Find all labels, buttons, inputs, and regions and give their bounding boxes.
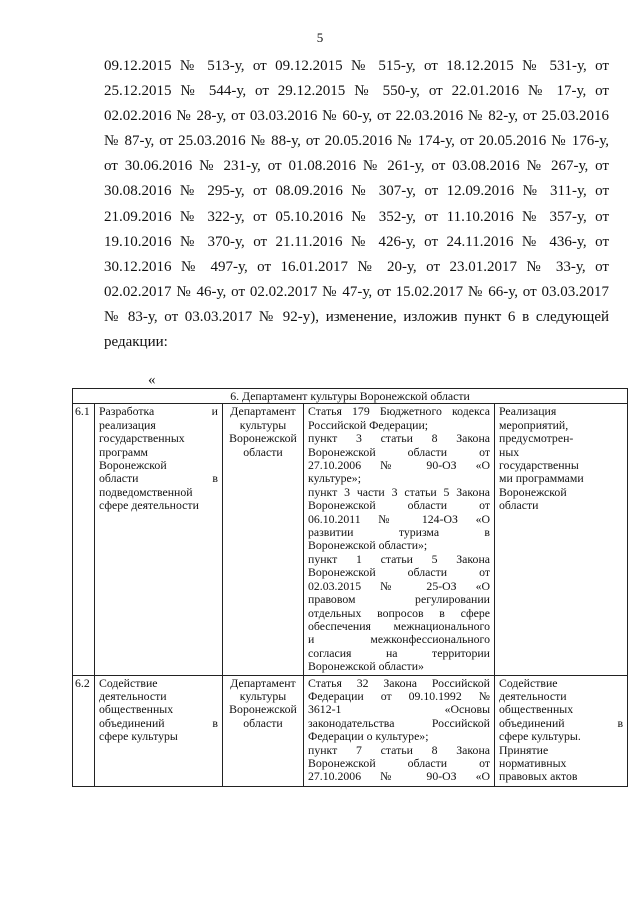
cell-line: Статья 179 Бюджетного кодекса (308, 404, 490, 419)
cell-line: Содействие (499, 676, 558, 690)
cell-line: сфере культуры. (499, 729, 581, 744)
row-number: 6.1 (73, 404, 95, 675)
body-line: редакции: (104, 334, 168, 351)
cell-line: законодательства Российской (308, 715, 490, 730)
cell-line: Воронежской области от (308, 565, 490, 580)
body-paragraph (104, 54, 609, 355)
cell-line: культуры (239, 417, 287, 432)
body-line: 21.09.2016 № 322-у, от 05.10.2016 № 352-у, от 11.10.2016 № 357-у, от (104, 208, 609, 225)
body-line: 30.12.2016 № 497-у, от 16.01.2017 № 20-у, от 23.01.2017 № 33-у, от (104, 258, 609, 275)
cell-line: ных (499, 444, 520, 459)
page-number: 5 (316, 30, 324, 45)
cell-line: пункт 7 статьи 8 Закона (308, 742, 490, 757)
implementation-form-cell (495, 675, 628, 786)
body-line: 19.10.2016 № 370-у, от 21.11.2016 № 426-у, от 24.11.2016 № 436-у, от (104, 233, 609, 250)
cell-line: области (243, 715, 283, 730)
cell-line: правовом регулировании (308, 592, 490, 607)
cell-line: 27.10.2006 № 90-ОЗ «О (308, 769, 490, 784)
cell-line: пункт 1 статьи 5 Закона (308, 551, 490, 566)
cell-line: правовых актов (499, 769, 578, 784)
cell-line: культуры (239, 688, 287, 703)
cell-line: реализация (99, 417, 156, 432)
table-section-header-row (73, 389, 628, 404)
cell-line: деятельности (99, 688, 167, 703)
cell-line: 3612-1 «Основы (308, 702, 490, 717)
cell-line: Принятие (499, 742, 549, 757)
body-line: 25.12.2015 № 544-у, от 29.12.2015 № 550-у, от 22.01.2016 № 17-у, от (104, 83, 609, 100)
responsibility-table (72, 388, 628, 787)
row-number: 6.2 (73, 675, 95, 786)
legal-basis-cell (304, 675, 495, 786)
legal-basis-cell (304, 404, 495, 675)
cell-line: культуре»; (308, 471, 361, 486)
cell-line: общественных (99, 702, 174, 717)
table-row (73, 675, 628, 786)
cell-line: Воронежской (229, 702, 297, 717)
cell-line: Воронежской (99, 458, 167, 473)
body-line: 02.02.2016 № 28-у, от 03.03.2016 № 60-у, от 22.03.2016 № 82-у, от 25.03.2016 (104, 108, 609, 125)
cell-line: области (243, 444, 283, 459)
cell-line: Воронежской области от (308, 498, 490, 513)
cell-line: программ (99, 444, 149, 459)
department-cell (223, 675, 304, 786)
cell-line: Департамент (230, 404, 296, 419)
implementation-form-cell (495, 404, 628, 675)
cell-line: Российской Федерации; (308, 417, 429, 432)
cell-line: объединений в (99, 715, 218, 730)
cell-line: Воронежской области от (308, 755, 490, 770)
table-row (73, 404, 628, 675)
cell-line: государственны (499, 458, 579, 473)
cell-line: Воронежской области»; (308, 538, 428, 553)
cell-line: области в (99, 471, 218, 486)
department-cell (223, 404, 304, 675)
cell-line: пункт 3 части 3 статьи 5 Закона (308, 484, 490, 499)
cell-line: Разработка и (99, 404, 218, 419)
task-cell (95, 675, 223, 786)
body-line: № 87-у, от 25.03.2016 № 88-у, от 20.05.2016 № 174-у, от 20.05.2016 № 176-у, (104, 133, 609, 150)
body-line: 30.08.2016 № 295-у, от 08.09.2016 № 307-у, от 12.09.2016 № 311-у, от (104, 183, 609, 200)
cell-line: 06.10.2011 № 124-ОЗ «О (308, 511, 490, 526)
section-header: 6. Департамент культуры Воронежской области (73, 389, 628, 404)
body-line: 02.02.2017 № 46-у, от 02.02.2017 № 47-у, от 15.02.2017 № 66-у, от 03.03.2017 (104, 283, 609, 300)
cell-line: Федерации от 09.10.1992 № (308, 688, 490, 703)
cell-line: Воронежской области от (308, 444, 490, 459)
cell-line: Реализация (499, 404, 557, 419)
task-cell (95, 404, 223, 675)
body-line: от 30.06.2016 № 231-у, от 01.08.2016 № 261-у, от 03.08.2016 № 267-у, от (104, 158, 609, 175)
cell-line: сфере культуры (99, 729, 178, 744)
cell-line: сфере деятельности (99, 498, 199, 513)
cell-line: Содействие (99, 675, 158, 690)
cell-line: Воронежской области» (308, 659, 424, 674)
cell-line: области (499, 498, 539, 513)
cell-line: Воронежской (229, 431, 297, 446)
cell-line: 27.10.2006 № 90-ОЗ «О (308, 458, 490, 473)
cell-line: государственных (99, 431, 185, 446)
body-line: 09.12.2015 № 513-у, от 09.12.2015 № 515-у, от 18.12.2015 № 531-у, от (104, 58, 609, 74)
cell-line: Федерации о культуре»; (308, 729, 429, 744)
cell-line: подведомственной (99, 484, 193, 499)
cell-line: и межконфессионального (308, 632, 490, 647)
cell-line: общественных (499, 702, 574, 717)
cell-line: Департамент (230, 675, 296, 690)
cell-line: мероприятий, (499, 417, 569, 432)
cell-line: пункт 3 статьи 8 Закона (308, 431, 490, 446)
cell-line: деятельности (499, 688, 567, 703)
cell-line: Воронежской (499, 484, 567, 499)
cell-line: развитии туризма в (308, 525, 490, 540)
opening-quote: « (148, 372, 156, 388)
cell-line: нормативных (499, 755, 567, 770)
cell-line: предусмотрен- (499, 431, 574, 446)
cell-line: обеспечения межнационального (308, 618, 490, 633)
cell-line: 02.03.2015 № 25-ОЗ «О (308, 578, 490, 593)
cell-line: отдельных вопросов в сфере (308, 605, 490, 620)
cell-line: согласия на территории (308, 645, 490, 660)
cell-line: ми программами (499, 471, 584, 486)
cell-line: объединений в (499, 715, 624, 730)
cell-line: Статья 32 Закона Российской (308, 676, 490, 690)
body-line: № 83-у, от 03.03.2017 № 92-у), изменение, изложив пункт 6 в следующей (104, 308, 609, 325)
